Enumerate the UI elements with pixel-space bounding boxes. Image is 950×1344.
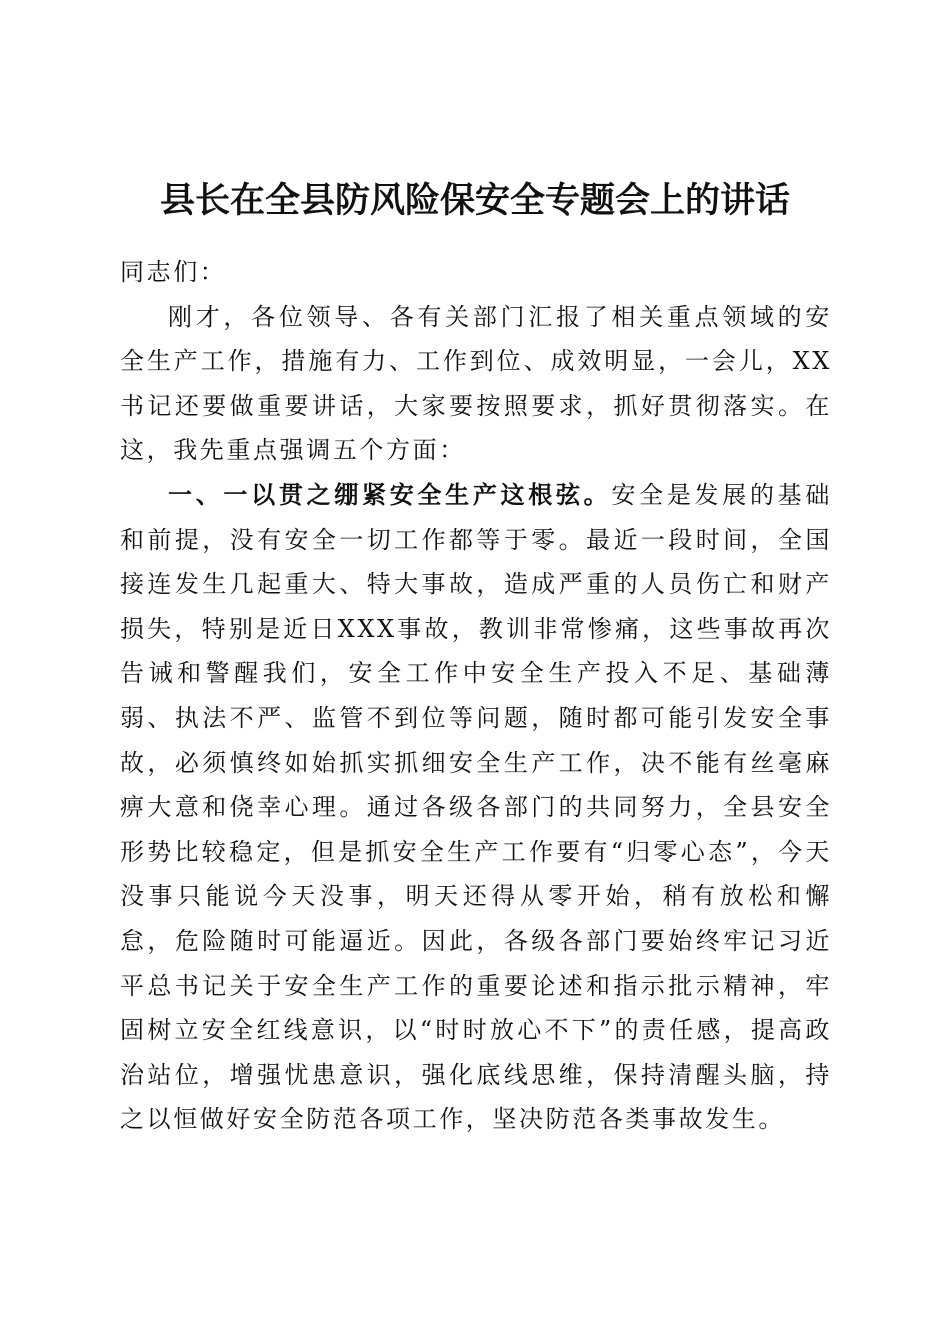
document-body	[120, 250, 832, 1142]
salutation: 同志们：	[120, 258, 227, 286]
paragraph-text: 刚才，各位领导、各有关部门汇报了相关重点领域的安全生产工作，措施有力、工作到位、成效明显，一会儿，XX书记还要做重要讲话，大家要按照要求，抓好贯彻落实。在这，我先重点强调五个方面：	[120, 302, 832, 465]
document-title: 县长在全县防风险保安全专题会上的讲话	[159, 180, 790, 221]
paragraph-section-one	[120, 473, 832, 1142]
section-heading: 一、一以贯之绷紧安全生产这根弦。	[168, 479, 612, 509]
paragraph-intro	[120, 295, 832, 473]
paragraph-text: 安全是发展的基础和前提，没有安全一切工作都等于零。最近一段时间，全国接连发生几起重大、特大事故，造成严重的人员伤亡和财产损失，特别是近日XXX事故，教训非常惨痛，这些事故再次告诫和警醒我们，安全工作中安全生产投入不足、基础薄弱、执法不严、监管不到位等问题，随时都可能引发安全事故，必须慎终如始抓实抓细安全生产工作，决不能有丝毫麻痹大意和侥幸心理。通过各级各部门的共同努力，全县安全形势比较稳定，但是抓安全生产工作要有“归零心态”，今天没事只能说今天没事，明天还得从零开始，稍有放松和懈怠，危险随时可能逼近。因此，各级各部门要始终牢记习近平总书记关于安全生产工作的重要论述和指示批示精神，牢固树立安全红线意识，以“时时放心不下”的责任感，提高政治站位，增强忧患意识，强化底线思维，保持清醒头脑，持之以恒做好安全防范各项工作，坚决防范各类事故发生。	[120, 480, 832, 1134]
